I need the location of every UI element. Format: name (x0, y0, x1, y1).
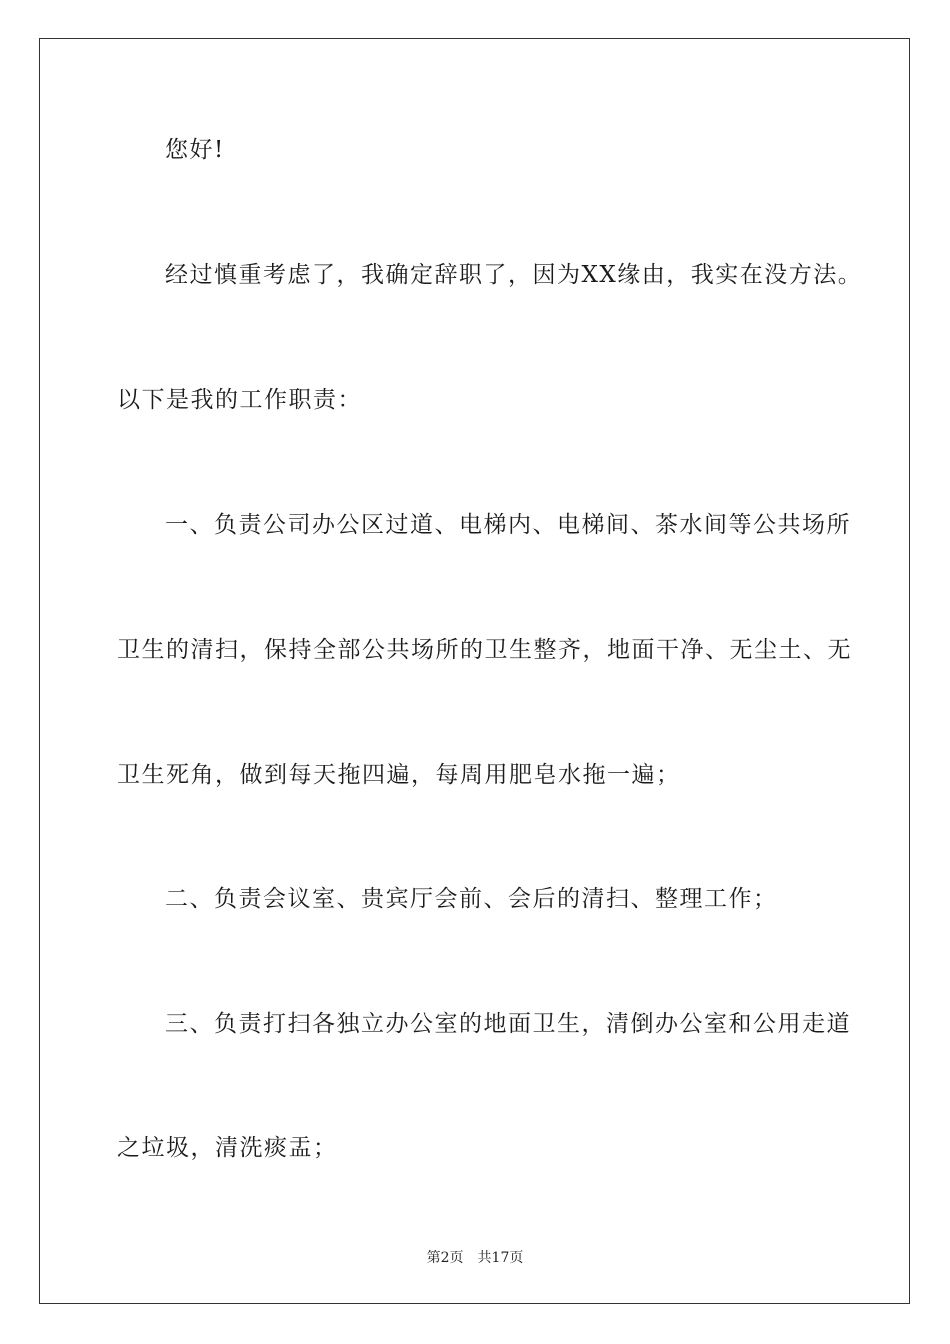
page-number: 第2页 (426, 1250, 464, 1266)
greeting-line: 您好! (165, 137, 225, 163)
page-footer (0, 1249, 950, 1267)
page-border (39, 38, 910, 1304)
body-text-line: 一、负责公司办公区过道、电梯内、电梯间、茶水间等公共场所 (165, 512, 851, 538)
body-text-line: 经过慎重考虑了，我确定辞职了，因为XX缘由，我实在没方法。 (165, 262, 863, 288)
body-text-line: 三、负责打扫各独立办公室的地面卫生，清倒办公室和公用走道 (165, 1011, 851, 1037)
page-total: 共17页 (477, 1250, 524, 1266)
body-text-line: 以下是我的工作职责： (117, 387, 362, 413)
body-text-line: 卫生死角，做到每天拖四遍，每周用肥皂水拖一遍； (117, 762, 681, 788)
body-text-line: 之垃圾，清洗痰盂； (117, 1135, 338, 1161)
body-text-line: 卫生的清扫，保持全部公共场所的卫生整齐，地面干净、无尘土、无 (117, 637, 852, 663)
body-text-line: 二、负责会议室、贵宾厅会前、会后的清扫、整理工作； (165, 886, 778, 912)
